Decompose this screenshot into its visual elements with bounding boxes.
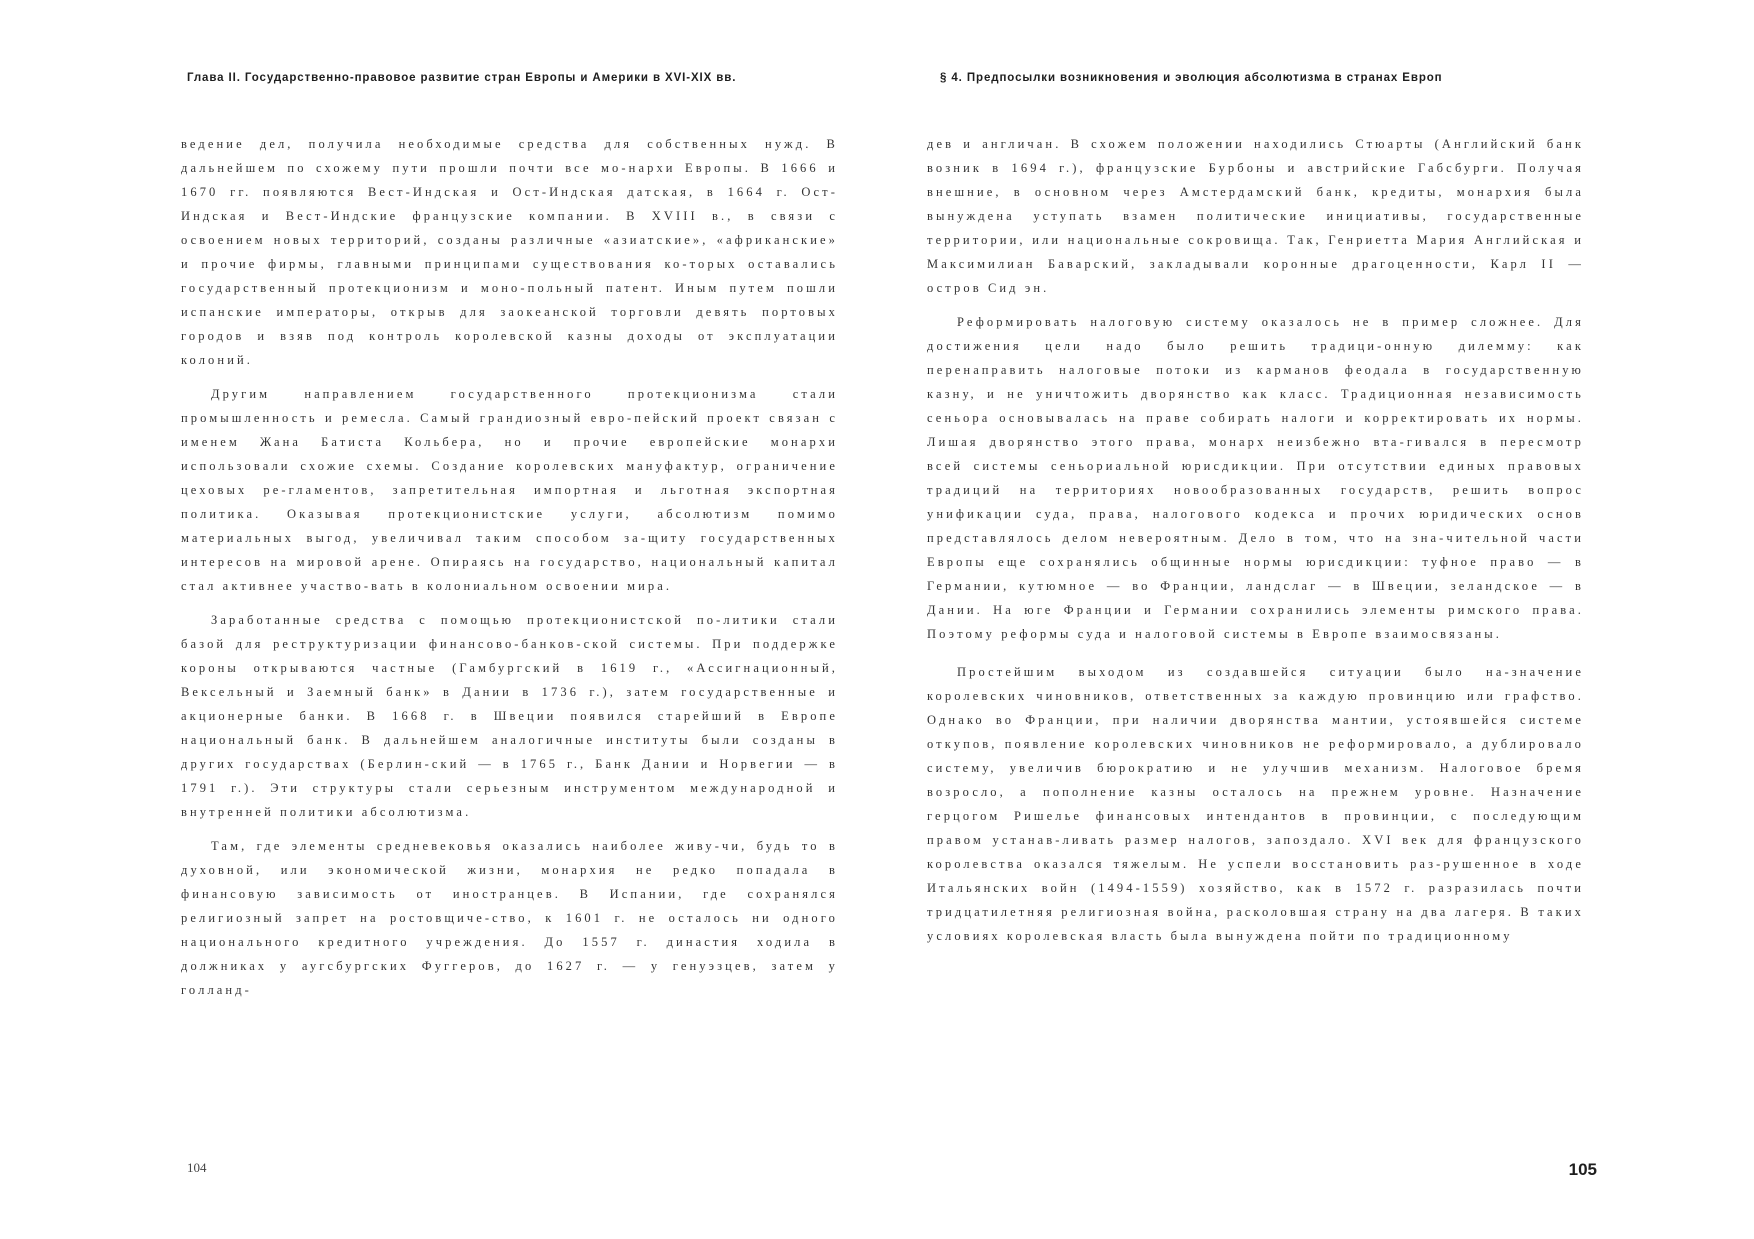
body-text-left [181, 132, 838, 1012]
paragraph: Заработанные средства с помощью протекционистской по-литики стали базой для реструктуризации финансово-банков-ской системы. При поддержке короны открываются частные (Гамбургский в 1619 г., «Ассигнационный, Вексельный и Заемный банк» в Дании в 1736 г.), затем государственные и акционерные банки. В 1668 г. в Швеции появился старейший в Европе национальный банк. В дальнейшем аналогичные институты были созданы в других государствах (Берлин-ский — в 1765 г., Банк Дании и Норвегии — в 1791 г.). Эти структуры стали серьезным инструментом международной и внутренней политики абсолютизма. [181, 613, 838, 819]
running-head-left: Глава II. Государственно-правовое развитие стран Европы и Америки в XVI-XIX вв. [187, 72, 737, 84]
right-page [877, 0, 1754, 1239]
body-text-right [927, 132, 1584, 958]
paragraph: Там, где элементы средневековья оказались наиболее живу-чи, будь то в духовной, или экономической жизни, монархия не редко попадала в финансовую зависимость от иностранцев. В Испании, где сохранялся религиозный запрет на ростовщиче-ство, к 1601 г. не осталось ни одного национального кредитного учреждения. До 1557 г. династия ходила в должниках у аугсбургских Фуггеров, до 1627 г. — у генуэзцев, затем у голланд- [181, 839, 838, 997]
paragraph: дев и англичан. В схожем положении находились Стюарты (Английский банк возник в 1694 г.), французские Бурбоны и австрийские Габсбурги. Получая внешние, в основном через Амстердамский банк, кредиты, монархия была вынуждена уступать взамен политические инициативы, государственные территории, или национальные сокровища. Так, Генриетта Мария Английская и Максимилиан Баварский, закладывали коронные драгоценности, Карл II — остров Сид эн. [927, 137, 1584, 295]
paragraph: Простейшим выходом из создавшейся ситуации было на-значение королевских чиновников, ответственных за каждую провинцию или графство. Однако во Франции, при наличии дворянства мантии, устоявшейся системе откупов, появление королевских чиновников не реформировало, а дублировало систему, увеличив бюрократию и не улучшив механизм. Налоговое бремя возросло, а пополнение казны осталось на прежнем уровне. Назначение герцогом Ришелье финансовых интендантов в провинции, с последующим правом устанав-ливать размер налогов, запоздало. XVI век для французского королевства оказался тяжелым. Не успели восстановить раз-рушенное в ходе Итальянских войн (1494-1559) хозяйство, как в 1572 г. разразилась почти тридцатилетняя религиозная война, расколовшая страну на два лагеря. В таких условиях королевская власть была вынуждена пойти по традиционному [927, 665, 1584, 943]
running-head-right: § 4. Предпосылки возникновения и эволюция абсолютизма в странах Европ [940, 72, 1443, 84]
page-number-right: 105 [1568, 1160, 1597, 1179]
paragraph: ведение дел, получила необходимые средства для собственных нужд. В дальнейшем по схожему пути прошли почти все мо-нархи Европы. В 1666 и 1670 гг. появляются Вест-Индская и Ост-Индская датская, в 1664 г. Ост-Индская и Вест-Индские французские компании. В XVIII в., в связи с освоением новых территорий, созданы различные «азиатские», «африканские» и прочие фирмы, главными принципами существования ко-торых оставались государственный протекционизм и моно-польный патент. Иным путем пошли испанские императоры, открыв для заокеанской торговли девять портовых городов и взяв под контроль королевской казны доходы от эксплуатации колоний. [181, 137, 838, 367]
paragraph: Реформировать налоговую систему оказалось не в пример сложнее. Для достижения цели надо было решить традици-онную дилемму: как перенаправить налоговые потоки из карманов феодала в государственную казну, и не уничтожить дворянство как класс. Традиционная независимость сеньора основывалась на праве собирать налоги и корректировать их нормы. Лишая дворянство этого права, монарх неизбежно вта-гивался в пересмотр всей системы сеньориальной юрисдикции. При отсутствии единых правовых традиций на территориях новообразованных государств, решить вопрос унификации суда, права, налогового кодекса и прочих юридических основ представлялось делом невероятным. Дело в том, что на зна-чительной части Европы еще сохранялись общинные нормы юрисдикции: туфное право — в Германии, кутюмное — во Франции, ландслаг — в Швеции, зеландское — в Дании. На юге Франции и Германии сохранились элементы римского права. Поэтому реформы суда и налоговой системы в Европе взаимосвязаны. [927, 315, 1584, 641]
page-number-left: 104 [187, 1160, 207, 1175]
paragraph: Другим направлением государственного протекционизма стали промышленность и ремесла. Самый грандиозный евро-пейский проект связан с именем Жана Батиста Кольбера, но и прочие европейские монархи использовали схожие схемы. Создание королевских мануфактур, ограничение цеховых ре-гламентов, запретительная импортная и льготная экспортная политика. Оказывая протекционистские услуги, абсолютизм помимо материальных выгод, увеличивал таким способом за-щиту государственных интересов на мировой арене. Опираясь на государство, национальный капитал стал активнее участво-вать в колониальном освоении мира. [181, 387, 838, 593]
